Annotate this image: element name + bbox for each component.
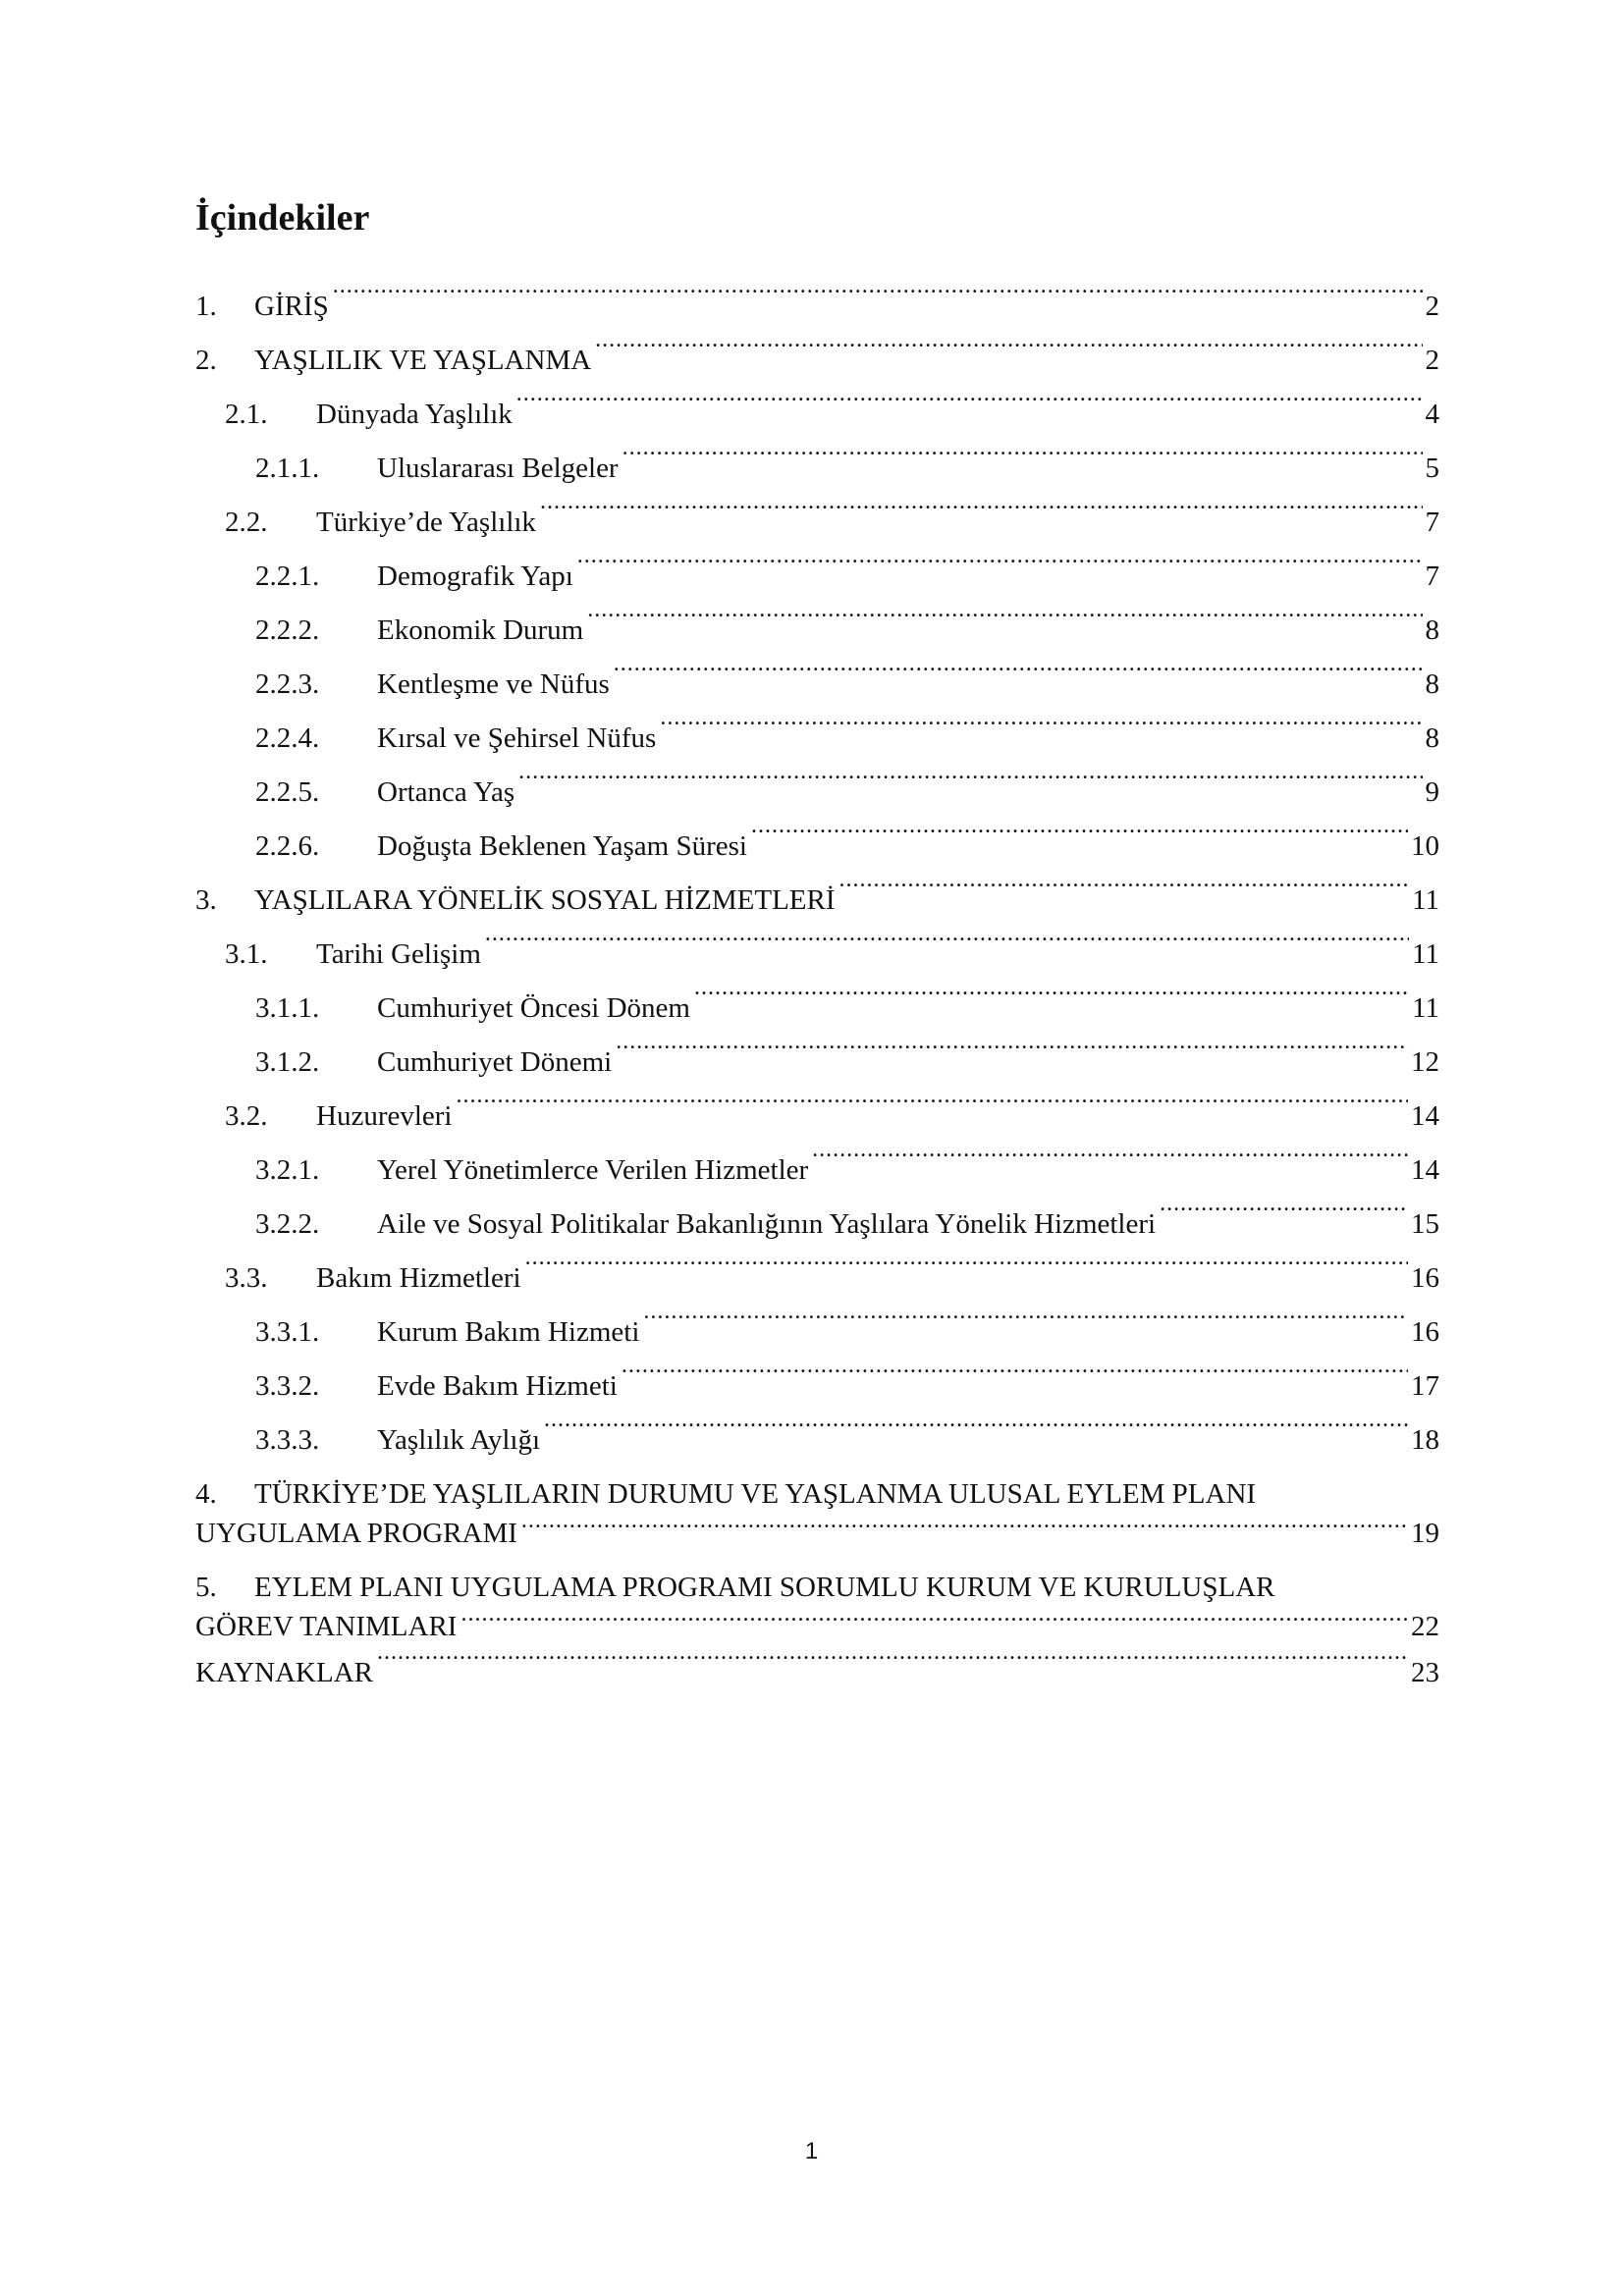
toc-entry-number: 3.1.: [225, 938, 268, 970]
toc-entry-title: Tarihi Gelişim: [316, 938, 481, 970]
toc-entry-number: 1.: [195, 291, 217, 322]
toc-entry-page: 8: [1425, 668, 1439, 700]
toc-entry-page: 8: [1425, 722, 1439, 754]
toc-entry-page: 10: [1411, 830, 1439, 862]
toc-entry-number: 2.2.: [225, 507, 268, 538]
dot-leader: [839, 881, 1410, 909]
toc-entry[interactable]: [195, 1414, 1439, 1468]
dot-leader: [812, 1150, 1408, 1179]
toc-entry-title: Yaşlılık Aylığı: [377, 1424, 541, 1456]
dot-leader: [1160, 1204, 1408, 1233]
dot-leader: [622, 1366, 1408, 1395]
toc-entry-number: 2.1.1.: [255, 453, 320, 484]
toc-entry-page: 12: [1411, 1046, 1439, 1078]
toc-entry-title: Uluslararası Belgeler: [377, 453, 619, 484]
toc-entry-page: 7: [1425, 507, 1439, 538]
toc-entry-number: 3.3.3.: [255, 1424, 320, 1456]
toc-entry-title: Kurum Bakım Hizmeti: [377, 1316, 640, 1348]
dot-leader: [614, 665, 1423, 693]
dot-leader: [751, 827, 1408, 855]
toc-entry[interactable]: [195, 442, 1439, 496]
toc-entry-title: Ekonomik Durum: [377, 614, 584, 646]
toc-entry-title: YAŞLILARA YÖNELİK SOSYAL HİZMETLERİ: [254, 884, 836, 916]
toc-entry-page: 19: [1411, 1518, 1439, 1549]
toc-entry[interactable]: [195, 1568, 1439, 1646]
toc-entry-page: 18: [1411, 1424, 1439, 1456]
toc-entry-page: 22: [1411, 1611, 1439, 1642]
toc-entry-title-line1: EYLEM PLANI UYGULAMA PROGRAMI SORUMLU KURUM VE KURULUŞLAR: [254, 1572, 1275, 1603]
toc-entry-number: 3.1.1.: [255, 992, 320, 1024]
toc-entry[interactable]: [195, 1198, 1439, 1252]
toc-entry-title: Demografik Yapı: [377, 561, 573, 592]
toc-entry-number: 2.2.2.: [255, 614, 320, 646]
toc-entry-page: 17: [1411, 1370, 1439, 1402]
toc-entry-title-line2: GÖREV TANIMLARI: [195, 1611, 458, 1642]
dot-leader: [616, 1042, 1408, 1071]
dot-leader: [485, 934, 1409, 963]
toc-entry-title: Huzurevleri: [316, 1100, 453, 1132]
toc-entry[interactable]: [195, 604, 1439, 658]
toc-entry-number: 3.3.: [225, 1262, 268, 1294]
toc-entry-number: 2.2.5.: [255, 776, 320, 808]
toc-entry-title: Kentleşme ve Nüfus: [377, 668, 610, 700]
toc-entry[interactable]: [195, 1306, 1439, 1360]
toc-entry-page: 16: [1411, 1262, 1439, 1294]
toc-entry-title: Kırsal ve Şehirsel Nüfus: [377, 722, 657, 754]
page-title: İçindekiler: [195, 197, 370, 239]
toc-entry[interactable]: [195, 982, 1439, 1036]
toc-entry-title: Ortanca Yaş: [377, 776, 515, 808]
toc-entry[interactable]: [195, 334, 1439, 388]
page-number: 1: [804, 2138, 819, 2164]
toc-entry[interactable]: [195, 1474, 1439, 1553]
toc-entry-number: 3.3.2.: [255, 1370, 320, 1402]
toc-entry-number: 3.2.2.: [255, 1208, 320, 1240]
dot-leader: [577, 557, 1423, 585]
toc-entry-number: 2.2.6.: [255, 830, 320, 862]
dot-leader: [540, 503, 1423, 531]
toc-entry-page: 14: [1411, 1100, 1439, 1132]
toc-entry-page: 14: [1411, 1154, 1439, 1186]
dot-leader: [333, 287, 1423, 315]
toc-entry-page: 11: [1412, 938, 1439, 970]
dot-leader: [694, 988, 1409, 1017]
toc-entry[interactable]: [195, 496, 1439, 550]
toc-entry-title: Aile ve Sosyal Politikalar Bakanlığının Yaşlılara Yönelik Hizmetleri: [377, 1208, 1157, 1240]
toc-entry-title-line2: UYGULAMA PROGRAMI: [195, 1518, 517, 1549]
toc-entry-page: 11: [1412, 992, 1439, 1024]
toc-entry-number: 3.: [195, 884, 217, 916]
dot-leader: [460, 1607, 1408, 1635]
dot-leader: [525, 1258, 1408, 1287]
toc-entry-title: KAYNAKLAR: [195, 1657, 373, 1688]
dot-leader: [587, 611, 1422, 639]
toc-entry[interactable]: [195, 766, 1439, 820]
dot-leader: [660, 719, 1422, 747]
toc-entry-number: 4.: [195, 1478, 217, 1510]
dot-leader: [457, 1096, 1409, 1125]
table-of-contents: [195, 280, 1439, 1700]
toc-entry[interactable]: [195, 1090, 1439, 1144]
toc-entry[interactable]: [195, 928, 1439, 982]
toc-entry[interactable]: [195, 874, 1439, 928]
toc-entry-number: 2.2.1.: [255, 561, 320, 592]
toc-entry-title: Dünyada Yaşlılık: [316, 399, 513, 430]
toc-entry-number: 2.1.: [225, 399, 268, 430]
toc-entry[interactable]: [195, 1252, 1439, 1306]
toc-entry[interactable]: [195, 550, 1439, 604]
toc-entry-title: YAŞLILIK VE YAŞLANMA: [254, 345, 592, 376]
toc-entry-page: 2: [1425, 291, 1439, 322]
dot-leader: [518, 773, 1422, 801]
dot-leader: [521, 1514, 1408, 1542]
dot-leader: [544, 1420, 1408, 1449]
dot-leader: [516, 395, 1423, 423]
toc-entry-page: 7: [1425, 561, 1439, 592]
toc-entry[interactable]: [195, 820, 1439, 874]
toc-entry[interactable]: [195, 1360, 1439, 1414]
toc-entry-page: 9: [1425, 776, 1439, 808]
toc-entry-page: 23: [1411, 1657, 1439, 1688]
toc-entry[interactable]: [195, 1036, 1439, 1090]
toc-entry-number: 3.2.1.: [255, 1154, 320, 1186]
toc-entry[interactable]: [195, 280, 1439, 334]
dot-leader: [622, 449, 1423, 477]
toc-entry-number: 2.2.4.: [255, 722, 320, 754]
toc-entry[interactable]: [195, 658, 1439, 712]
toc-entry-title: Doğuşta Beklenen Yaşam Süresi: [377, 830, 747, 862]
toc-entry-page: 5: [1425, 453, 1439, 484]
toc-entry-title: Bakım Hizmetleri: [316, 1262, 521, 1294]
toc-entry-title: Cumhuriyet Öncesi Dönem: [377, 992, 690, 1024]
toc-entry-page: 15: [1411, 1208, 1439, 1240]
toc-entry-page: 4: [1425, 399, 1439, 430]
toc-entry[interactable]: [195, 1646, 1439, 1700]
toc-entry[interactable]: [195, 712, 1439, 766]
toc-entry[interactable]: [195, 1144, 1439, 1198]
dot-leader: [643, 1312, 1408, 1341]
toc-entry-page: 8: [1425, 614, 1439, 646]
toc-entry-title: Yerel Yönetimlerce Verilen Hizmetler: [377, 1154, 809, 1186]
toc-entry-title: Cumhuriyet Dönemi: [377, 1046, 613, 1078]
toc-entry-title-line1: TÜRKİYE’DE YAŞLILARIN DURUMU VE YAŞLANMA ULUSAL EYLEM PLANI: [254, 1478, 1257, 1510]
toc-entry-number: 3.1.2.: [255, 1046, 320, 1078]
toc-entry-title: Evde Bakım Hizmeti: [377, 1370, 618, 1402]
toc-entry-number: 5.: [195, 1572, 217, 1603]
toc-entry[interactable]: [195, 388, 1439, 442]
toc-entry-number: 2.: [195, 345, 217, 376]
dot-leader: [377, 1653, 1408, 1682]
toc-entry-number: 2.2.3.: [255, 668, 320, 700]
toc-entry-page: 16: [1411, 1316, 1439, 1348]
dot-leader: [595, 341, 1422, 369]
toc-entry-title: GİRİŞ: [254, 291, 329, 322]
toc-entry-number: 3.2.: [225, 1100, 268, 1132]
toc-entry-title: Türkiye’de Yaşlılık: [316, 507, 536, 538]
toc-entry-number: 3.3.1.: [255, 1316, 320, 1348]
toc-entry-page: 2: [1425, 345, 1439, 376]
toc-entry-page: 11: [1412, 884, 1439, 916]
